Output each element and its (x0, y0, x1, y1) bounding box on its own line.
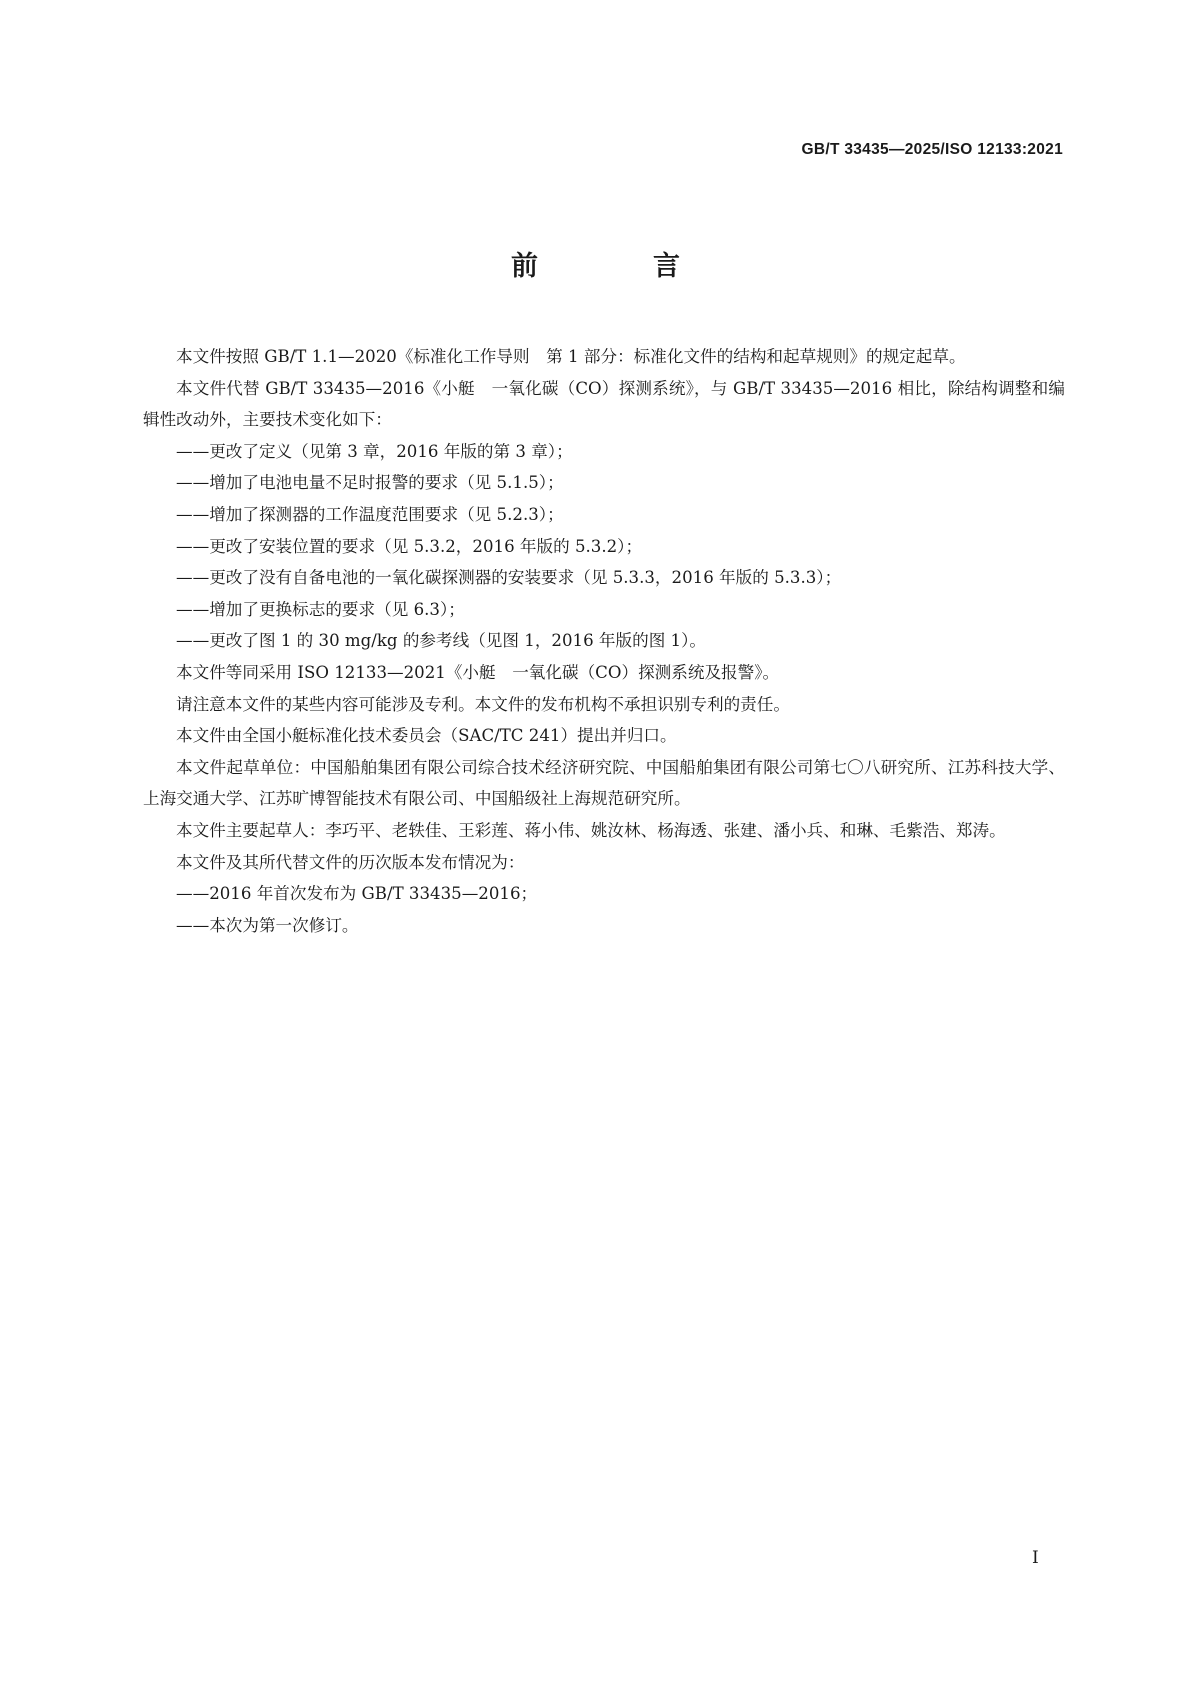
paragraph-patent-notice: 请注意本文件的某些内容可能涉及专利。本文件的发布机构不承担识别专利的责任。 (176, 694, 790, 714)
paragraph-drafters: 本文件主要起草人：李巧平、老轶佳、王彩莲、蒋小伟、姚汝林、杨海透、张建、潘小兵、和琳、毛紫浩、郑涛。 (176, 820, 1006, 840)
change-item: ——增加了探测器的工作温度范围要求（见 5.2.3）； (176, 504, 564, 524)
change-item: ——更改了图 1 的 30 mg/kg 的参考线（见图 1，2016 年版的图 1）。 (176, 631, 707, 651)
paragraph-version-history: 本文件及其所代替文件的历次版本发布情况为： (176, 852, 525, 872)
history-item: ——2016 年首次发布为 GB/T 33435—2016； (176, 884, 538, 904)
paragraph-replaces: 本文件代替 GB/T 33435—2016《小艇 一氧化碳（CO）探测系统》，与 GB/T 33435—2016 相比，除结构调整和编辑性改动外，主要技术变化如下： (143, 378, 1065, 430)
history-item: ——本次为第一次修订。 (176, 915, 359, 935)
paragraph-drafting-rules: 本文件按照 GB/T 1.1—2020《标准化工作导则 第 1 部分：标准化文件的结构和起草规则》的规定起草。 (176, 347, 966, 366)
change-item: ——更改了安装位置的要求（见 5.3.2，2016 年版的 5.3.2）； (176, 536, 643, 556)
foreword-body (143, 341, 1065, 941)
paragraph-drafting-units: 本文件起草单位：中国船舶集团有限公司综合技术经济研究院、中国船舶集团有限公司第七〇八研究所、江苏科技大学、上海交通大学、江苏旷博智能技术有限公司、中国船级社上海规范研究所。 (143, 757, 1065, 809)
change-item: ——增加了更换标志的要求（见 6.3）； (176, 599, 465, 619)
document-code: GB/T 33435—2025/ISO 12133:2021 (801, 141, 1063, 158)
paragraph-proposer: 本文件由全国小艇标准化技术委员会（SAC/TC 241）提出并归口。 (176, 726, 677, 746)
change-item: ——更改了没有自备电池的一氧化碳探测器的安装要求（见 5.3.3，2016 年版的 5.3.3）； (176, 568, 842, 588)
change-item: ——增加了电池电量不足时报警的要求（见 5.1.5）； (176, 473, 564, 493)
change-item: ——更改了定义（见第 3 章，2016 年版的第 3 章）； (176, 441, 573, 461)
page-title: 前 言 (511, 251, 724, 282)
paragraph-equivalence: 本文件等同采用 ISO 12133—2021《小艇 一氧化碳（CO）探测系统及报警》。 (176, 662, 780, 682)
page-number: I (1032, 1548, 1039, 1568)
